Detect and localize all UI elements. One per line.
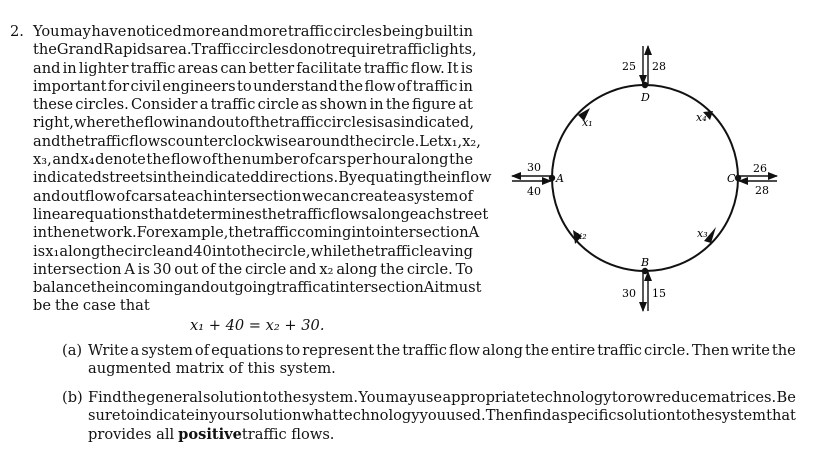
word: is <box>33 242 46 260</box>
word: while <box>310 242 351 260</box>
word: to <box>120 407 136 425</box>
word: at <box>458 96 473 114</box>
node-c-label: C <box>727 172 736 185</box>
word: solution <box>616 407 676 425</box>
word: the <box>349 132 374 150</box>
word: the <box>54 297 79 315</box>
word: along <box>59 242 101 260</box>
word: number <box>241 151 300 169</box>
word: indicated, <box>400 114 475 132</box>
word: determines <box>178 205 262 223</box>
word: that <box>766 407 796 425</box>
part-b-text: provides all <box>88 425 175 443</box>
word: Rapids <box>102 41 154 59</box>
word: incoming <box>114 279 183 297</box>
word: It <box>446 59 459 77</box>
word: out <box>216 114 241 132</box>
word: at <box>320 279 336 297</box>
word: may <box>385 389 417 406</box>
word: a <box>199 96 209 114</box>
word: the <box>146 151 171 169</box>
word: and <box>289 260 317 278</box>
word: reduce <box>655 389 707 406</box>
word: the <box>228 224 253 242</box>
word: in <box>33 224 48 242</box>
word: You <box>358 389 385 406</box>
word: circle, <box>264 242 311 260</box>
word: circle. <box>644 342 690 359</box>
word: indicated <box>190 169 260 187</box>
word: do <box>288 41 308 59</box>
word: circles. <box>75 96 129 114</box>
word: along <box>482 342 523 359</box>
node-a-label: A <box>556 172 564 185</box>
part-b-text: traffic flows. <box>241 425 335 443</box>
word: and <box>52 151 80 169</box>
word: traffic <box>385 41 431 59</box>
word: general <box>146 389 203 406</box>
word: the <box>350 242 375 260</box>
node-d-label: D <box>641 91 650 104</box>
word: hour <box>372 151 407 169</box>
word: intersection <box>380 224 469 242</box>
word: the <box>339 77 364 95</box>
word: and <box>182 279 211 297</box>
word: x₁ <box>45 242 60 260</box>
word: may <box>60 23 91 40</box>
word: leaving <box>419 242 473 260</box>
word: outgoing <box>210 279 276 297</box>
word: write <box>731 342 770 359</box>
word: entire <box>550 342 596 359</box>
word: per <box>346 151 372 169</box>
word: of <box>300 151 315 169</box>
word: circles <box>323 114 373 132</box>
arc-x1-label: x₁ <box>582 116 593 129</box>
word: being <box>382 23 424 40</box>
word: traffic <box>285 205 331 223</box>
word: have <box>91 23 127 40</box>
word: the <box>217 151 242 169</box>
word: at <box>162 187 178 205</box>
word: Consider <box>130 96 198 114</box>
word: system <box>141 342 193 359</box>
word: directions. <box>259 169 339 187</box>
problem-number: 2. <box>10 23 24 40</box>
word: can <box>323 187 350 205</box>
word: areas <box>177 59 219 77</box>
part-b-label: (b) <box>62 389 83 406</box>
balance-equation: x₁ + 40 = x₂ + 30. <box>190 317 325 334</box>
arc-x2-label: x₂ <box>576 229 587 242</box>
word: flow <box>449 342 481 359</box>
word: technology <box>530 389 612 406</box>
word: for <box>107 77 130 95</box>
word: circles <box>333 23 382 40</box>
word: streets <box>101 169 153 187</box>
word: intersection <box>335 279 424 297</box>
word: of <box>194 342 210 359</box>
word: x₄ <box>80 151 95 169</box>
word: civil <box>130 77 161 95</box>
word: case <box>82 297 116 315</box>
word: 40 <box>193 242 212 260</box>
word: system <box>714 407 767 425</box>
word: where <box>73 114 121 132</box>
word: circles <box>240 41 289 59</box>
node-b-label: B <box>641 256 650 269</box>
word: represent <box>302 342 375 359</box>
word: outflow <box>60 187 116 205</box>
word: the <box>771 342 796 359</box>
flow-d-in-value: 25 <box>622 60 636 73</box>
word: must <box>444 279 482 297</box>
word: traffic <box>84 132 130 150</box>
word: along <box>407 151 449 169</box>
word: along <box>336 260 378 278</box>
word: in <box>174 114 190 132</box>
word: circle <box>244 260 287 278</box>
word: circle. <box>406 260 453 278</box>
word: You <box>33 23 60 40</box>
word: and <box>189 114 217 132</box>
arc-x4-label: x₄ <box>696 111 707 124</box>
word: of <box>240 114 255 132</box>
word: in <box>458 23 473 40</box>
word: circle <box>124 242 166 260</box>
word: built <box>424 23 459 40</box>
word: the <box>380 260 404 278</box>
word: counterclockwise <box>167 132 297 150</box>
word: the <box>240 242 265 260</box>
word: the <box>385 96 410 114</box>
word: and <box>165 242 194 260</box>
word: Be <box>776 389 796 406</box>
word: linear <box>33 205 77 223</box>
word: of <box>397 77 412 95</box>
word: the <box>376 342 401 359</box>
word: the <box>525 342 549 359</box>
word: traffic <box>278 114 324 132</box>
word: a <box>551 407 561 425</box>
word: x₁, <box>443 132 463 150</box>
word: to <box>611 389 627 406</box>
word: traffic <box>130 59 176 77</box>
word: create <box>350 187 398 205</box>
word: flow <box>170 151 202 169</box>
word: of <box>202 151 217 169</box>
part-a-label: (a) <box>62 342 83 359</box>
word: the <box>166 169 191 187</box>
word: A <box>423 279 435 297</box>
word: solution <box>242 407 302 425</box>
word: traffic <box>402 342 447 359</box>
word: circle <box>257 96 299 114</box>
word: the <box>261 205 286 223</box>
word: to <box>285 342 301 359</box>
word: coming <box>297 224 352 242</box>
word: 30 <box>152 260 172 278</box>
word: To <box>455 260 473 278</box>
word: the <box>218 260 243 278</box>
word: along <box>368 205 410 223</box>
word: as <box>384 114 401 132</box>
word: circle. <box>373 132 420 150</box>
word: the <box>100 242 125 260</box>
word: each <box>409 205 445 223</box>
word: system <box>406 187 459 205</box>
flow-b-out-value: 30 <box>622 287 636 300</box>
word: of <box>458 187 473 205</box>
word: sure <box>88 407 121 425</box>
word: facilitate <box>296 59 362 77</box>
word: Write <box>88 342 129 359</box>
word: Traffic <box>191 41 241 59</box>
word: around <box>296 132 350 150</box>
word: flow <box>143 114 175 132</box>
word: that <box>148 205 179 223</box>
word: traffic <box>363 59 409 77</box>
word: as <box>301 96 318 114</box>
word: lights, <box>430 41 477 59</box>
arc-x3-label: x₃ <box>697 227 708 240</box>
word: traffic <box>374 242 420 260</box>
flow-d-out-value: 28 <box>652 60 666 73</box>
word: denote <box>95 151 146 169</box>
word: into <box>351 224 381 242</box>
word: and <box>33 59 61 77</box>
word: these <box>33 96 74 114</box>
word: network. <box>70 224 137 242</box>
word: Then <box>692 342 730 359</box>
word: more <box>182 23 221 40</box>
word: flow <box>364 77 396 95</box>
word: system. <box>301 389 358 406</box>
word: By <box>338 169 358 187</box>
word: Then <box>485 407 523 425</box>
word: Grand <box>56 41 103 59</box>
word: matrices. <box>707 389 777 406</box>
word: can <box>220 59 247 77</box>
word: use <box>416 389 443 406</box>
word: the <box>47 224 71 242</box>
word: example, <box>161 224 229 242</box>
word: traffic <box>412 77 458 95</box>
word: in <box>194 407 209 425</box>
word: a <box>130 342 140 359</box>
word: row <box>626 389 656 406</box>
word: right, <box>33 114 74 132</box>
word: shown <box>319 96 368 114</box>
word: better <box>248 59 295 77</box>
word: the <box>121 389 146 406</box>
word: equations <box>211 342 284 359</box>
word: and <box>33 187 61 205</box>
word: a <box>397 187 407 205</box>
word: flow. <box>410 59 445 77</box>
word: inflow <box>446 169 492 187</box>
word: of <box>201 260 216 278</box>
word: technology <box>338 407 420 425</box>
word: and <box>221 23 249 40</box>
word: the <box>422 169 447 187</box>
word: you <box>419 407 447 425</box>
word: that <box>119 297 150 315</box>
word: cars <box>130 187 163 205</box>
word: the <box>449 151 473 169</box>
word: we <box>301 187 324 205</box>
word: used. <box>446 407 486 425</box>
word: the <box>254 114 279 132</box>
word: x₂, <box>462 132 481 150</box>
word: flows <box>330 205 369 223</box>
word: intersection <box>33 260 122 278</box>
word: each <box>177 187 213 205</box>
word: area. <box>153 41 192 59</box>
word: figure <box>411 96 457 114</box>
word: is <box>460 59 473 77</box>
flow-b-in-value: 15 <box>652 287 666 300</box>
word: traffic <box>252 224 298 242</box>
word: require <box>331 41 386 59</box>
word: more <box>249 23 288 40</box>
word: noticed <box>126 23 182 40</box>
word: it <box>434 279 445 297</box>
word: in <box>62 59 77 77</box>
word: what <box>301 407 339 425</box>
word: A <box>468 224 480 242</box>
word: the <box>277 389 302 406</box>
word: important <box>33 77 107 95</box>
flow-c-in-value: 28 <box>755 184 769 197</box>
word: flows <box>129 132 168 150</box>
word: balance <box>33 279 91 297</box>
word: traffic <box>210 96 256 114</box>
word: is <box>372 114 385 132</box>
word: the <box>690 407 715 425</box>
flow-a-in-value: 40 <box>527 185 541 198</box>
word: Let <box>419 132 444 150</box>
word: the <box>120 114 144 132</box>
part-a-line: augmented matrix of this system. <box>88 360 336 378</box>
word: cars <box>314 151 347 169</box>
word: For <box>136 224 162 242</box>
word: and <box>33 132 61 150</box>
word: in <box>152 169 167 187</box>
word: is <box>137 260 150 278</box>
word: the <box>60 132 85 150</box>
word: to <box>262 389 278 406</box>
word: intersection <box>213 187 302 205</box>
word: in <box>369 96 384 114</box>
word: street <box>444 205 489 223</box>
word: traffic <box>275 279 321 297</box>
flow-c-out-value: 26 <box>753 162 767 175</box>
word: your <box>209 407 243 425</box>
word: understand <box>253 77 338 95</box>
word: x₂ <box>319 260 334 278</box>
word: to <box>675 407 691 425</box>
word: find <box>522 407 552 425</box>
word: Find <box>88 389 122 406</box>
word: A <box>124 260 135 278</box>
word: indicate <box>135 407 195 425</box>
word: solution <box>202 389 263 406</box>
word: indicated <box>33 169 102 187</box>
word: the <box>90 279 115 297</box>
word: into <box>211 242 241 260</box>
word: in <box>458 77 473 95</box>
word: be <box>33 297 51 315</box>
word: equating <box>357 169 423 187</box>
positive-emphasis: positive <box>178 425 242 443</box>
word: engineers <box>162 77 236 95</box>
word: specific <box>560 407 617 425</box>
word: traffic <box>287 23 333 40</box>
word: appropriate <box>442 389 530 406</box>
word: of <box>116 187 131 205</box>
flow-a-out-value: 30 <box>527 161 541 174</box>
word: to <box>237 77 252 95</box>
word: not <box>307 41 332 59</box>
word: x₃, <box>33 151 52 169</box>
word: traffic <box>597 342 642 359</box>
word: lighter <box>78 59 129 77</box>
word: the <box>33 41 57 59</box>
word: out <box>174 260 199 278</box>
word: equations <box>76 205 149 223</box>
